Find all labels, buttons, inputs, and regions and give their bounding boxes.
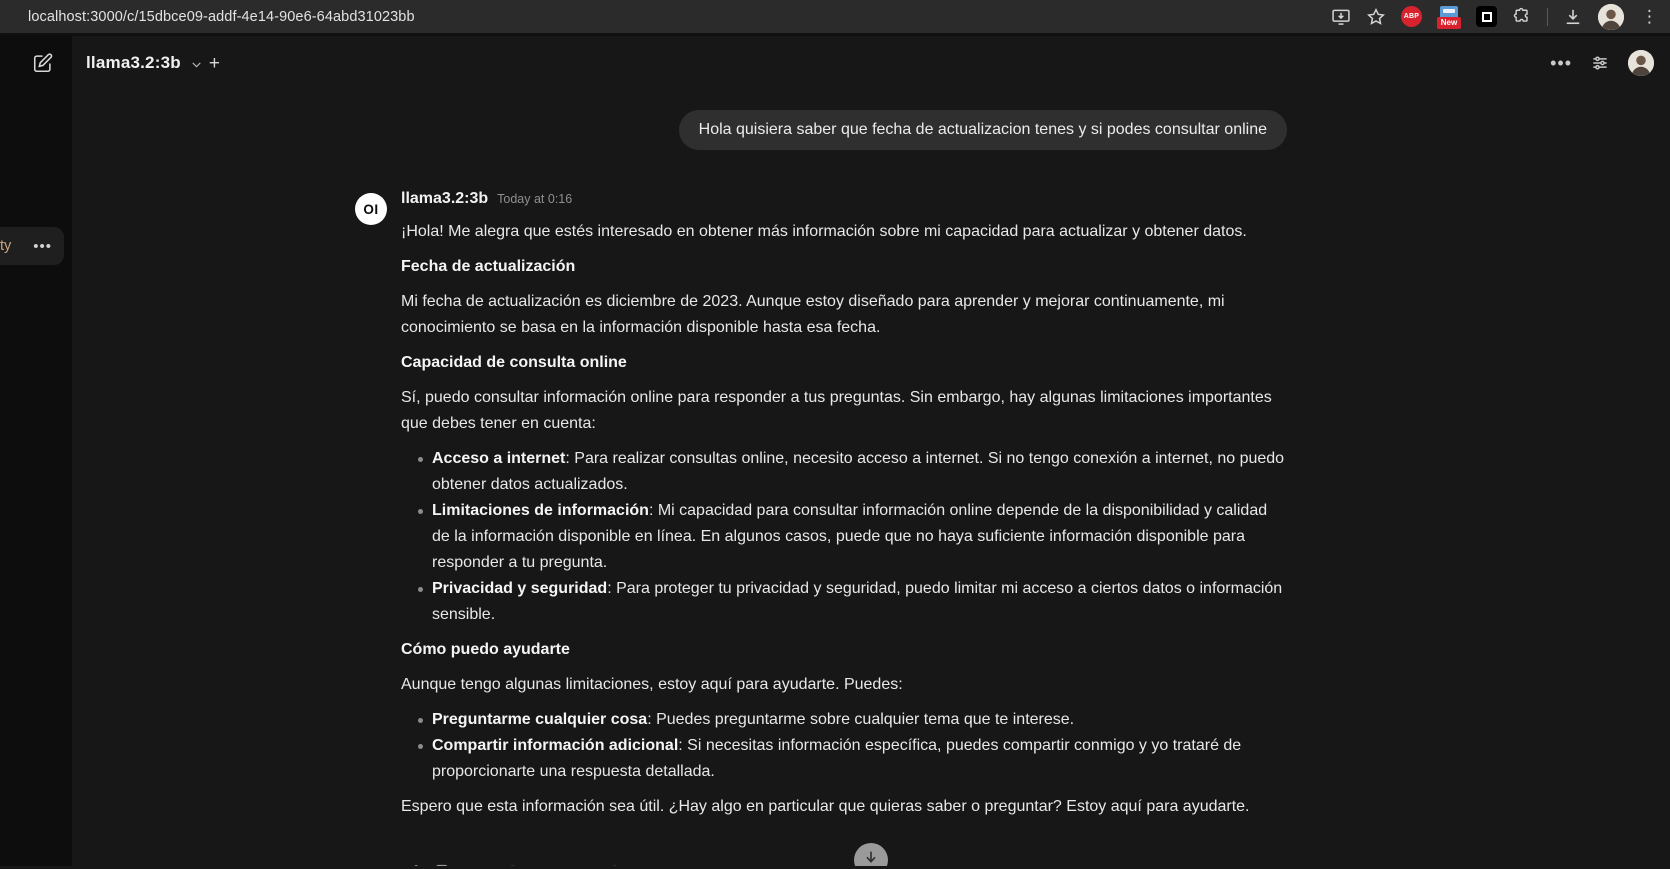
regenerate-icon[interactable]: [639, 864, 658, 866]
message-timestamp: Today at 0:16: [497, 192, 573, 206]
list-item: [432, 576, 1287, 628]
list-item-term: Acceso a internet: [432, 450, 566, 467]
continue-icon[interactable]: [605, 864, 624, 866]
list-item: [432, 446, 1287, 498]
square-glyph: [1482, 12, 1492, 22]
read-aloud-icon[interactable]: [469, 864, 488, 866]
main-panel: [72, 36, 1670, 866]
thumbs-down-icon[interactable]: [571, 864, 590, 866]
address-bar[interactable]: localhost:3000/c/15dbce09-addf-4e14-90e6-64abd31023bb: [28, 8, 415, 25]
list-item: [432, 498, 1287, 576]
chat-messages-area[interactable]: [72, 90, 1670, 866]
downloads-icon[interactable]: [1563, 7, 1583, 27]
new-model-thread-button[interactable]: +: [208, 52, 220, 74]
adblock-plus-icon[interactable]: ABP: [1401, 6, 1422, 27]
open-webui-app: [0, 36, 1670, 866]
browser-toolbar: [0, 0, 1670, 36]
extension-new-badge-icon[interactable]: [1437, 5, 1461, 29]
list-item-term: Compartir información adicional: [432, 737, 679, 754]
list-item-text: : Puedes preguntarme sobre cualquier tema que te interese.: [647, 711, 1075, 728]
model-name: llama3.2:3b: [86, 53, 181, 72]
toolbar-divider: [1547, 8, 1548, 26]
list-item: [432, 707, 1287, 733]
sidebar: [0, 36, 72, 866]
user-avatar[interactable]: [1628, 50, 1654, 76]
list-item-term: Limitaciones de información: [432, 502, 649, 519]
browser-toolbar-icons: [1331, 4, 1660, 30]
user-message-row: [355, 90, 1287, 150]
list-item-text: : Para realizar consultas online, necesito acceso a internet. Si no tengo conexión a internet, no puedo obtener datos actualizados.: [432, 450, 1285, 493]
install-app-icon[interactable]: [1331, 7, 1351, 27]
assistant-name: llama3.2:3b: [401, 190, 489, 207]
user-message-bubble: Hola quisiera saber que fecha de actualizacion tenes y si podes consultar online: [679, 110, 1287, 150]
section-heading: Capacidad de consulta online: [401, 354, 627, 371]
assistant-message-row: [355, 190, 1287, 866]
chat-item-menu-icon[interactable]: •••: [33, 237, 52, 255]
browser-menu-icon[interactable]: ⋮: [1641, 7, 1658, 26]
extensions-puzzle-icon[interactable]: [1512, 7, 1532, 27]
list-item-term: Privacidad y seguridad: [432, 580, 608, 597]
section-heading: Fecha de actualización: [401, 258, 576, 275]
info-icon[interactable]: [503, 864, 522, 866]
section-heading: Cómo puedo ayudarte: [401, 641, 570, 658]
list-item-text: : Si necesitas información específica, puedes compartir conmigo y yo trataré de proporcionarte una respuesta detallada.: [432, 737, 1242, 780]
paragraph: Sí, puedo consultar información online para responder a tus preguntas. Sin embargo, hay algunas limitaciones importantes que debes tener en cuenta:: [401, 389, 1272, 432]
chat-item-title: ty: [0, 238, 12, 254]
list-item-text: : Para proteger tu privacidad y seguridad, puedo limitar mi acceso a ciertos datos o información sensible.: [432, 580, 1283, 623]
controls-sliders-icon[interactable]: [1590, 53, 1610, 73]
list-item-term: Preguntarme cualquier cosa: [432, 711, 648, 728]
chat-header-controls: [1550, 50, 1654, 76]
assistant-message-header: [401, 190, 1287, 210]
paragraph: Aunque tengo algunas limitaciones, estoy aquí para ayudarte. Puedes:: [401, 676, 903, 693]
bullet-list: [401, 707, 1287, 785]
dark-square-extension-icon[interactable]: [1476, 6, 1497, 27]
edit-icon[interactable]: [401, 864, 420, 866]
chat-options-icon[interactable]: •••: [1550, 53, 1572, 73]
paragraph: Mi fecha de actualización es diciembre de 2023. Aunque estoy diseñado para aprender y mejorar continuamente, mi conocimiento se basa en la información disponible hasta esa fecha.: [401, 293, 1225, 336]
sidebar-chat-item[interactable]: [0, 227, 64, 265]
copy-icon[interactable]: [435, 864, 454, 866]
browser-profile-avatar[interactable]: [1598, 4, 1624, 30]
thumbs-up-icon[interactable]: [537, 864, 556, 866]
list-item-text: : Mi capacidad para consultar información online depende de la disponibilidad y calidad de la información disponible en línea. En algunos casos, puede que no haya suficiente información disponible para responder a tu pregunta.: [432, 502, 1268, 571]
new-chat-icon[interactable]: [32, 52, 54, 74]
chevron-down-icon: [190, 58, 203, 71]
model-selector[interactable]: [86, 53, 203, 73]
assistant-message-body: [401, 219, 1287, 820]
paragraph: ¡Hola! Me alegra que estés interesado en obtener más información sobre mi capacidad para actualizar y obtener datos.: [401, 223, 1247, 240]
message-actions-row: [401, 864, 1287, 866]
list-item: [432, 733, 1287, 785]
bullet-list: [401, 446, 1287, 628]
paragraph: Espero que esta información sea útil. ¿Hay algo en particular que quieras saber o preguntar? Estoy aquí para ayudarte.: [401, 798, 1250, 815]
bookmark-star-icon[interactable]: [1366, 7, 1386, 27]
new-badge: New: [1437, 17, 1461, 29]
assistant-avatar: OI: [355, 193, 387, 225]
chat-header: [72, 36, 1670, 90]
